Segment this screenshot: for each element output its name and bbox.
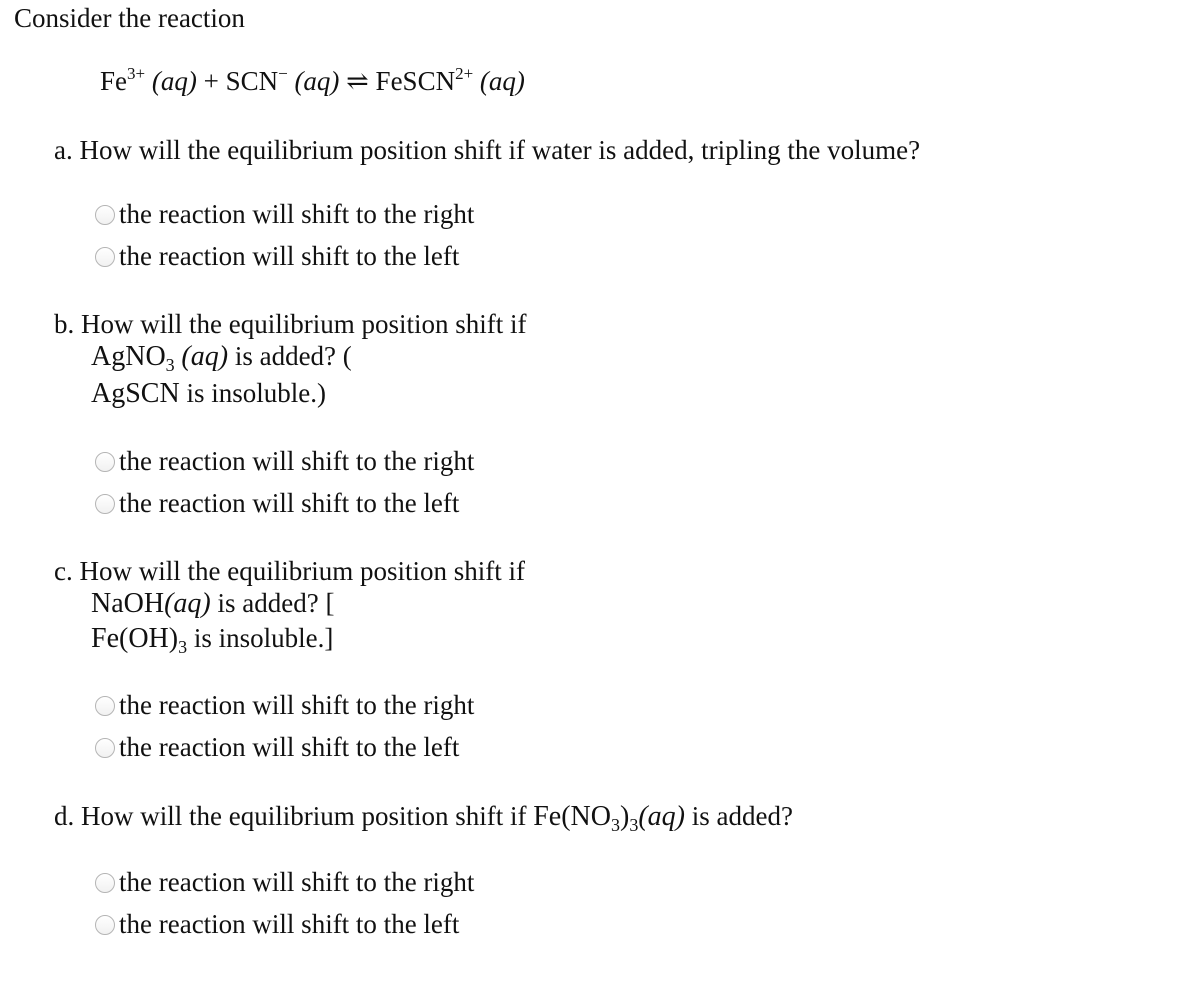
question-b-line2 (91, 341, 352, 373)
option-d-right-label: the reaction will shift to the right (119, 866, 475, 897)
option-a-right[interactable] (95, 197, 474, 231)
option-b-right-label: the reaction will shift to the right (119, 445, 475, 476)
question-d-formula: $Fe(NO_3)_3$ (533, 801, 639, 835)
question-b-state: (aq) (181, 341, 229, 372)
question-c-formula: NaOH (91, 588, 165, 619)
radio-a-right[interactable] (95, 205, 115, 225)
radio-c-left[interactable] (95, 738, 115, 758)
plus-sign: + (203, 66, 219, 96)
option-c-left-label: the reaction will shift to the left (119, 731, 460, 762)
option-a-left[interactable] (95, 239, 459, 273)
option-b-right[interactable] (95, 444, 474, 478)
option-b-left[interactable] (95, 486, 459, 520)
reaction-equation (100, 66, 525, 97)
option-b-left-label: the reaction will shift to the left (119, 487, 460, 518)
option-c-right-label: the reaction will shift to the right (119, 689, 475, 720)
option-d-left[interactable] (95, 907, 459, 941)
question-b-label: b. (54, 309, 75, 339)
reactant-2-charge: − (278, 64, 288, 83)
option-d-right[interactable] (95, 865, 474, 899)
question-b-line3 (91, 378, 326, 410)
question-a-label: a. (54, 135, 73, 165)
option-a-right-label: the reaction will shift to the right (119, 198, 475, 229)
option-c-right[interactable] (95, 688, 474, 722)
question-d (54, 801, 793, 833)
question-d-state: (aq) (638, 801, 685, 832)
reactant-2-state: (aq) (294, 66, 340, 96)
question-a-text: How will the equilibrium position shift if water is added, tripling the volume? (79, 135, 921, 165)
product-1: FeSCN (375, 66, 456, 96)
radio-a-left[interactable] (95, 247, 115, 267)
question-c-label: c. (54, 556, 73, 586)
question-b-line2-text: is added? ( (234, 341, 352, 371)
reactant-1-charge: 3+ (127, 64, 146, 83)
question-d-text-after: is added? (691, 801, 793, 831)
option-a-left-label: the reaction will shift to the left (119, 240, 460, 271)
radio-c-right[interactable] (95, 696, 115, 716)
question-c-line2 (91, 588, 334, 620)
question-c-text: How will the equilibrium position shift if (79, 556, 525, 586)
question-c-line3 (91, 623, 333, 655)
product-1-charge: 2+ (455, 64, 474, 83)
radio-d-right[interactable] (95, 873, 115, 893)
radio-b-left[interactable] (95, 494, 115, 514)
question-b-line3-text: is insoluble.) (186, 378, 326, 408)
option-d-left-label: the reaction will shift to the left (119, 908, 460, 939)
question-c-line2-text: is added? [ (217, 588, 335, 618)
question-c-line3-text: is insoluble.] (193, 623, 334, 653)
question-b-text: How will the equilibrium position shift if (81, 309, 527, 339)
equilibrium-arrow: ⇌ (346, 66, 369, 96)
radio-d-left[interactable] (95, 915, 115, 935)
radio-b-right[interactable] (95, 452, 115, 472)
question-c-state: (aq) (164, 588, 211, 619)
option-c-left[interactable] (95, 730, 459, 764)
question-a (54, 135, 920, 166)
reactant-2: SCN (225, 66, 279, 96)
question-b-formula: AgNO$_3$ (91, 341, 175, 375)
product-1-state: (aq) (479, 66, 525, 96)
question-d-text: How will the equilibrium position shift if (81, 801, 527, 831)
reactant-1: Fe (100, 66, 127, 96)
question-b-formula-2: AgSCN (91, 378, 180, 409)
question-b (54, 309, 526, 340)
question-d-label: d. (54, 801, 75, 831)
intro-text: Consider the reaction (14, 3, 245, 33)
reactant-1-state: (aq) (151, 66, 197, 96)
question-c (54, 556, 525, 587)
question-c-formula-2: $Fe(OH)_3$ (91, 623, 188, 657)
